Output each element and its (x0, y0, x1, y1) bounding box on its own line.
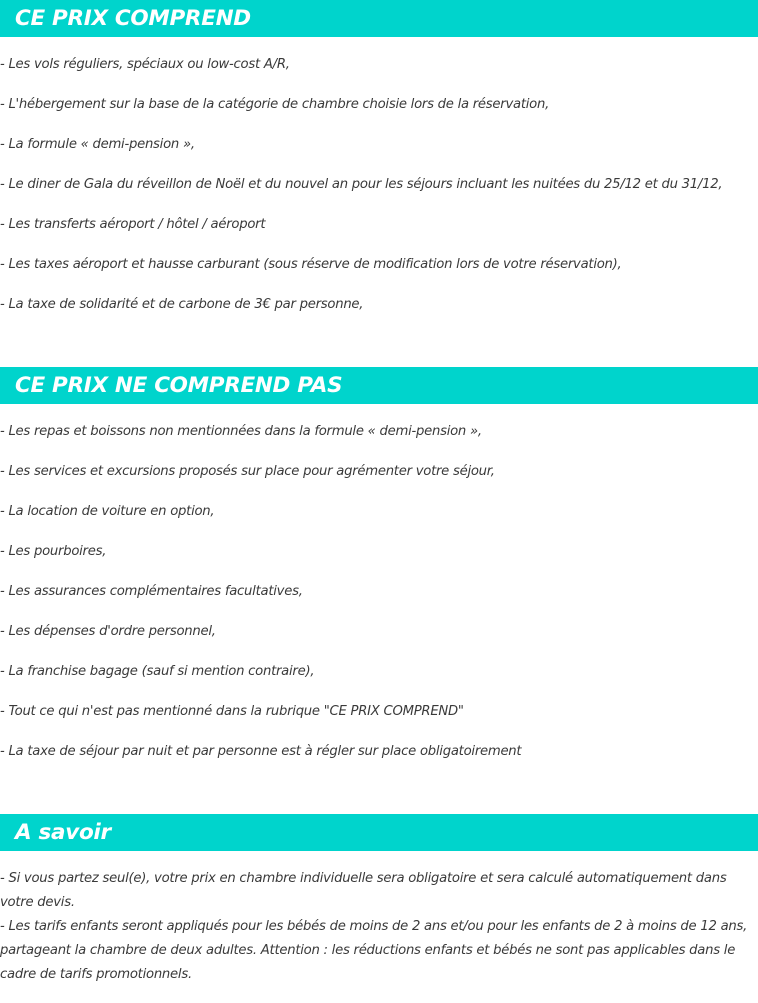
list-item: - Les services et excursions proposés sur place pour agrémenter votre séjour, (0, 464, 495, 479)
list-item: - Les repas et boissons non mentionnées dans la formule « demi-pension », (0, 424, 482, 439)
list-item: - Les transferts aéroport / hôtel / aéroport (0, 217, 266, 232)
list-item: - Les pourboires, (0, 544, 107, 559)
section-title: CE PRIX NE COMPREND PAS (15, 373, 343, 398)
list-item: - Le diner de Gala du réveillon de Noël et du nouvel an pour les séjours incluant les nuitées du 25/12 et du 31/12, (0, 177, 723, 192)
section-banner (0, 0, 758, 37)
list-item: - Les dépenses d'ordre personnel, (0, 624, 216, 639)
section-banner (0, 367, 758, 404)
section-title: A savoir (15, 820, 111, 845)
list-item: - Les assurances complémentaires facultatives, (0, 584, 303, 599)
included-list (0, 53, 758, 317)
list-item: - L'hébergement sur la base de la catégorie de chambre choisie lors de la réservation, (0, 97, 550, 112)
good-to-know-text (0, 867, 758, 987)
info-paragraph: - Si vous partez seul(e), votre prix en chambre individuelle sera obligatoire et sera calculé automatiquement dans votre devis. (0, 871, 727, 910)
list-item: - La formule « demi-pension », (0, 137, 195, 152)
list-item: - Les vols réguliers, spéciaux ou low-cost A/R, (0, 57, 290, 72)
section-not-included (0, 367, 758, 780)
list-item: - La taxe de solidarité et de carbone de 3€ par personne, (0, 297, 364, 312)
list-item: - Les taxes aéroport et hausse carburant (sous réserve de modification lors de votre réservation), (0, 257, 622, 272)
not-included-list (0, 420, 758, 764)
section-banner (0, 814, 758, 851)
section-title: CE PRIX COMPREND (15, 6, 251, 31)
list-item: - La taxe de séjour par nuit et par personne est à régler sur place obligatoirement (0, 744, 522, 759)
list-item: - Tout ce qui n'est pas mentionné dans la rubrique "CE PRIX COMPREND" (0, 704, 464, 719)
section-included (0, 0, 758, 333)
list-item: - La franchise bagage (sauf si mention contraire), (0, 664, 315, 679)
section-good-to-know (0, 814, 758, 987)
list-item: - La location de voiture en option, (0, 504, 215, 519)
info-paragraph: - Les tarifs enfants seront appliqués pour les bébés de moins de 2 ans et/ou pour les enfants de 2 à moins de 12 ans, partageant la chambre de deux adultes. Attention : les réductions enfants et bébés ne sont pas applicables dans le cadre de tarifs promotionnels. (0, 919, 748, 982)
